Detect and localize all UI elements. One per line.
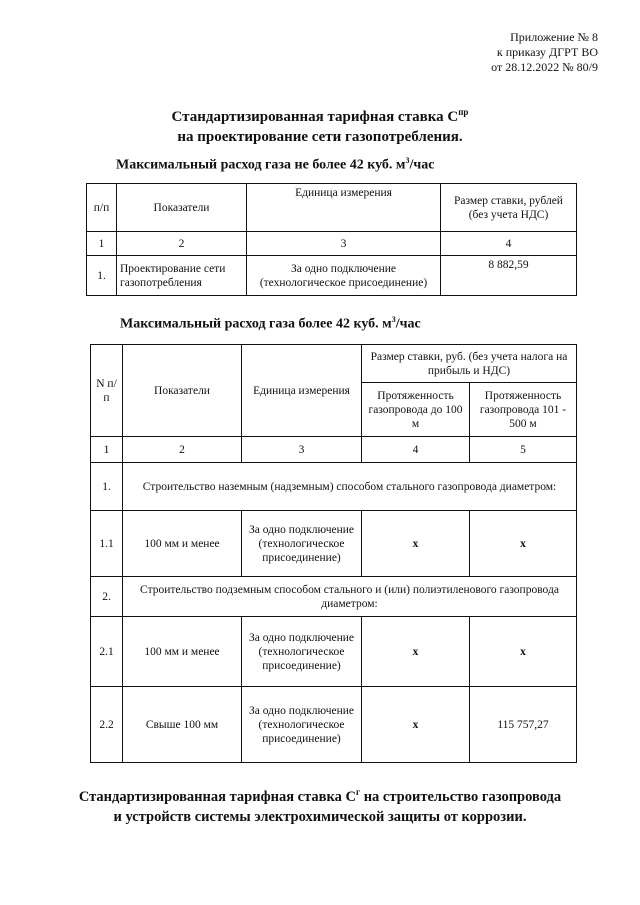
table1-header-indicator: Показатели — [117, 184, 247, 232]
bottom-title-part-1: Стандартизированная тарифная ставка С — [78, 788, 356, 805]
table2-row-1-1-indicator: 100 мм и менее — [123, 511, 242, 577]
bottom-title — [0, 782, 640, 827]
appendix-line-2: к приказу ДГРТ ВО — [496, 45, 598, 59]
document-title — [0, 102, 640, 147]
table2-row-2-1-unit: За одно подключение (технологическое присоединение) — [242, 617, 362, 687]
table-max-flow-up-to-42 — [86, 183, 577, 296]
table2-header-unit: Единица измерения — [242, 345, 362, 437]
table1-numbers-row — [87, 232, 577, 256]
table2-header-rate-101-500: Протяженность газопровода 101 - 500 м — [470, 383, 577, 437]
section1-subtitle — [116, 156, 434, 174]
appendix-header — [491, 30, 598, 75]
table1-col-number-2: 2 — [117, 232, 247, 256]
table2-header-row-1 — [91, 345, 577, 383]
table2-group-2-text: Строительство подземным способом стального и (или) полиэтиленового газопровода диаметром: — [123, 577, 577, 617]
table1-col-number-4: 4 — [441, 232, 577, 256]
table2-header-rate-group: Размер ставки, руб. (без учета налога на прибыль и НДС) — [362, 345, 577, 383]
table2-row-2-2-unit: За одно подключение (технологическое присоединение) — [242, 687, 362, 763]
table2-col-number-1: 1 — [91, 437, 123, 463]
table-max-flow-over-42 — [90, 344, 577, 763]
table1-row-num: 1. — [87, 256, 117, 296]
section1-subtitle-sup: 3 — [405, 156, 410, 165]
appendix-line-1: Приложение № 8 — [510, 30, 598, 44]
table2-row-2-1 — [91, 617, 577, 687]
table1-row-1 — [87, 256, 577, 296]
table2-numbers-row — [91, 437, 577, 463]
table2-row-1-1-rate-a: x — [362, 511, 470, 577]
title-line-2: на проектирование сети газопотребления. — [177, 129, 463, 145]
table2-group-1-num: 1. — [91, 463, 123, 511]
table1-row-indicator: Проектирование сети газопотребления — [117, 256, 247, 296]
table1-header-unit: Единица измерения — [247, 184, 441, 232]
table1-col-number-3: 3 — [247, 232, 441, 256]
table2-group-1-text: Строительство наземным (надземным) способом стального газопровода диаметром: — [123, 463, 577, 511]
bottom-title-part-2: на строительство газопровода — [360, 788, 562, 805]
bottom-title-line-1 — [0, 782, 640, 807]
table2-row-2-2-rate-b: 115 757,27 — [470, 687, 577, 763]
bottom-title-sup: г — [355, 787, 361, 797]
section1-subtitle-tail: /час — [409, 157, 435, 173]
title-superscript: пр — [458, 107, 469, 117]
table2-row-2-1-num: 2.1 — [91, 617, 123, 687]
table1-col-number-1: 1 — [87, 232, 117, 256]
table1-row-unit: За одно подключение (технологическое присоединение) — [247, 256, 441, 296]
table2-row-2-1-rate-b: x — [470, 617, 577, 687]
table2-group-2-row — [91, 577, 577, 617]
table2-header-num: N п/п — [91, 345, 123, 437]
table2-row-1-1-num: 1.1 — [91, 511, 123, 577]
section2-subtitle-tail: /час — [395, 316, 421, 332]
section2-subtitle-sup: 3 — [391, 315, 396, 324]
table2-row-1-1-unit: За одно подключение (технологическое присоединение) — [242, 511, 362, 577]
table2-group-2-num: 2. — [91, 577, 123, 617]
table1-header-row — [87, 184, 577, 232]
table2-row-1-1-rate-b: x — [470, 511, 577, 577]
title-line-1-text: Стандартизированная тарифная ставка С — [171, 109, 459, 125]
table2-header-rate-up-to-100: Протяженность газопровода до 100 м — [362, 383, 470, 437]
table2-row-2-2-num: 2.2 — [91, 687, 123, 763]
table2-row-2-2-indicator: Свыше 100 мм — [123, 687, 242, 763]
table2-row-1-1 — [91, 511, 577, 577]
table2-row-2-1-indicator: 100 мм и менее — [123, 617, 242, 687]
section2-subtitle — [120, 315, 421, 333]
section1-subtitle-text: Максимальный расход газа не более 42 куб. м — [116, 157, 406, 173]
table2-row-2-2-rate-a: x — [362, 687, 470, 763]
table1-header-rate: Размер ставки, рублей (без учета НДС) — [441, 184, 577, 232]
table1-header-num: п/п — [87, 184, 117, 232]
table2-col-number-3: 3 — [242, 437, 362, 463]
appendix-line-3: от 28.12.2022 № 80/9 — [491, 60, 598, 74]
table2-col-number-4: 4 — [362, 437, 470, 463]
table2-row-2-2 — [91, 687, 577, 763]
bottom-title-line-2: и устройств системы электрохимической защиты от коррозии. — [113, 808, 527, 825]
table2-group-1-row — [91, 463, 577, 511]
table2-col-number-2: 2 — [123, 437, 242, 463]
table2-row-2-1-rate-a: x — [362, 617, 470, 687]
table2-col-number-5: 5 — [470, 437, 577, 463]
section2-subtitle-text: Максимальный расход газа более 42 куб. м — [120, 316, 392, 332]
table1-row-rate: 8 882,59 — [441, 256, 577, 296]
table2-header-indicator: Показатели — [123, 345, 242, 437]
title-line-1 — [0, 102, 640, 127]
